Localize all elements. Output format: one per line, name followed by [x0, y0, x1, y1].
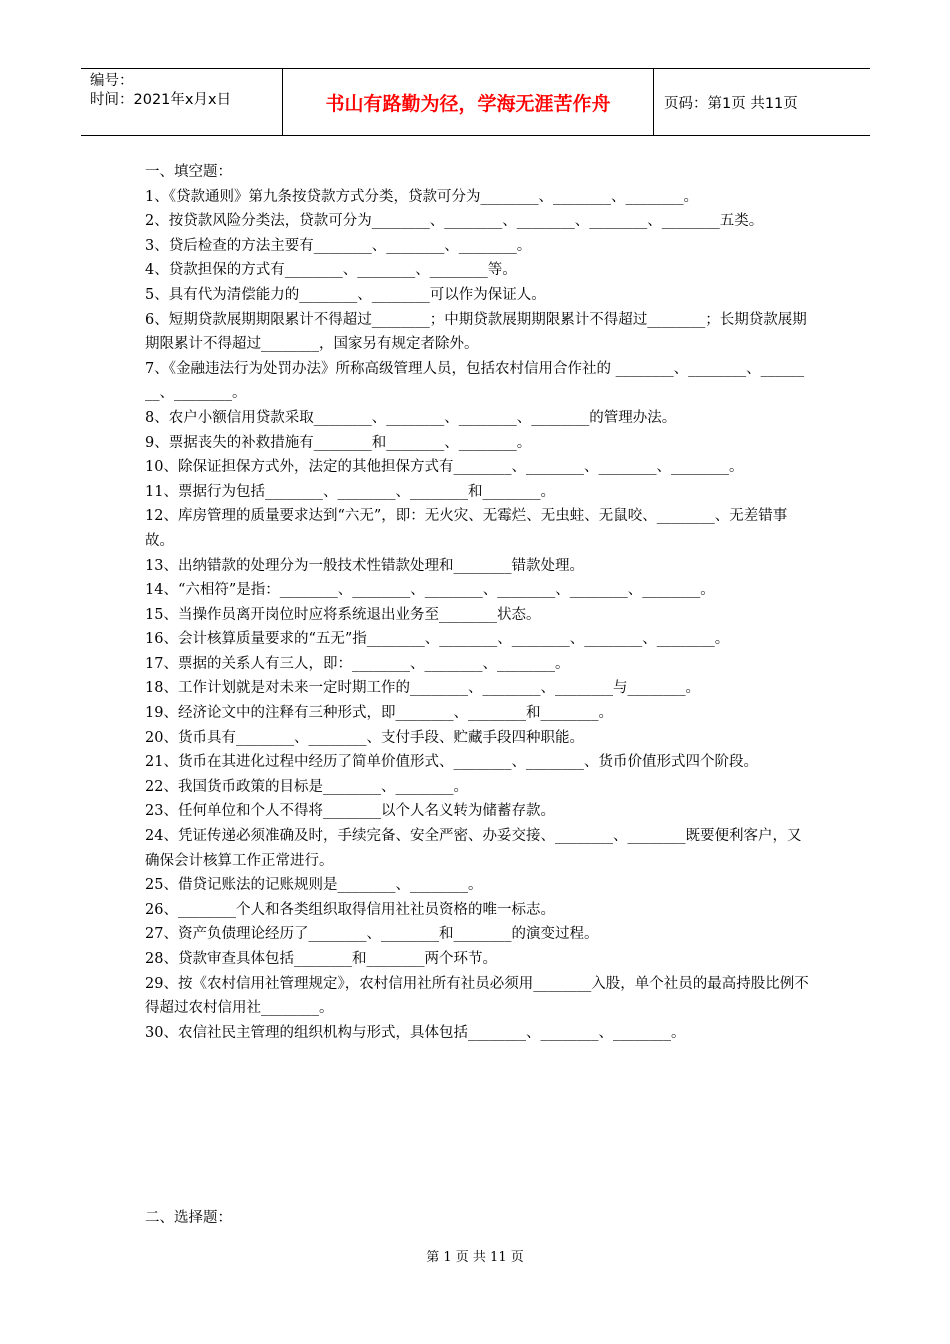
question-line: 7、《金融违法行为处罚办法》所称高级管理人员，包括农村信用合作社的 ________、________、________、________。	[145, 360, 805, 402]
header-table	[81, 68, 870, 136]
question-line: 19、经济论文中的注释有三种形式，即________、________和________。	[145, 705, 613, 722]
header-left-cell	[81, 69, 283, 135]
section-title: 一、填空题：	[145, 164, 232, 180]
question-line: 11、票据行为包括________、________、________和________。	[145, 483, 555, 500]
question-line: 2、按贷款风险分类法，贷款可分为________、________、________、________、________五类。	[145, 213, 764, 230]
question-line: 9、票据丧失的补救措施有________和________、________。	[145, 434, 532, 451]
question-line: 14、“六相符”是指：________、________、________、________、________、________。	[145, 582, 715, 599]
question-line: 24、凭证传递必须准确及时，手续完备、安全严密、办妥交接、________、________既要便利客户，又确保会计核算工作正常进行。	[145, 828, 802, 869]
question-line: 12、库房管理的质量要求达到“六无”，即：无火灾、无霉烂、无虫蛀、无鼠咬、________、无差错事故。	[145, 508, 788, 549]
question-line: 10、除保证担保方式外，法定的其他担保方式有________、________、________、________。	[145, 459, 744, 476]
question-line: 3、贷后检查的方法主要有________、________、________。	[145, 237, 532, 254]
question-line: 4、贷款担保的方式有________、________、________等。	[145, 262, 517, 279]
question-line: 16、会计核算质量要求的“五无”指________、________、________、________、________。	[145, 631, 730, 648]
motto: 书山有路勤为径，学海无涯苦作舟	[283, 69, 654, 135]
page-footer: 第 1 页 共 11 页	[426, 1250, 524, 1265]
question-line: 5、具有代为清偿能力的________、________可以作为保证人。	[145, 286, 546, 303]
question-line: 18、工作计划就是对未来一定时期工作的________、________、________与________。	[145, 680, 700, 697]
fill-in-section	[145, 160, 810, 1045]
question-line: 1、《贷款通则》第九条按贷款方式分类，贷款可分为________、________、________。	[145, 188, 698, 205]
section2-title: 二、选择题：	[145, 1210, 232, 1226]
number-label: 编号：	[90, 73, 134, 89]
page-info: 页码：第1页 共11页	[664, 95, 798, 112]
question-line: 13、出纳错款的处理分为一般技术性错款处理和________错款处理。	[145, 557, 584, 574]
question-line: 21、货币在其进化过程中经历了简单价值形式、________、________、货币价值形式四个阶段。	[145, 754, 758, 771]
question-line: 28、贷款审查具体包括________和________两个环节。	[145, 951, 497, 967]
question-line: 6、短期贷款展期期限累计不得超过________；中期贷款展期期限累计不得超过________；长期贷款展期期限累计不得超过________，国家另有规定者除外。	[145, 311, 807, 353]
time-label: 时间：2021年x月x日	[90, 92, 232, 108]
question-line: 23、任何单位和个人不得将________以个人名义转为储蓄存款。	[145, 803, 555, 820]
question-line: 22、我国货币政策的目标是________、________。	[145, 778, 468, 795]
question-line: 20、货币具有________、________、支付手段、贮藏手段四种职能。	[145, 729, 584, 746]
question-line: 17、票据的关系人有三人，即：________、________、________。	[145, 655, 570, 672]
question-list	[145, 185, 810, 1046]
question-line: 29、按《农村信用社管理规定》，农村信用社所有社员必须用________入股，单个社员的最高持股比例不得超过农村信用社________。	[145, 975, 809, 1017]
question-line: 8、农户小额信用贷款采取________、________、________、________的管理办法。	[145, 409, 677, 426]
question-line: 26、________个人和各类组织取得信用社社员资格的唯一标志。	[145, 901, 555, 918]
question-line: 27、资产负债理论经历了________、________和________的演变过程。	[145, 926, 599, 943]
question-line: 15、当操作员离开岗位时应将系统退出业务至________状态。	[145, 606, 541, 623]
question-line: 30、农信社民主管理的组织机构与形式，具体包括________、________、________。	[145, 1024, 686, 1041]
question-line: 25、借贷记账法的记账规则是________、________。	[145, 877, 483, 894]
